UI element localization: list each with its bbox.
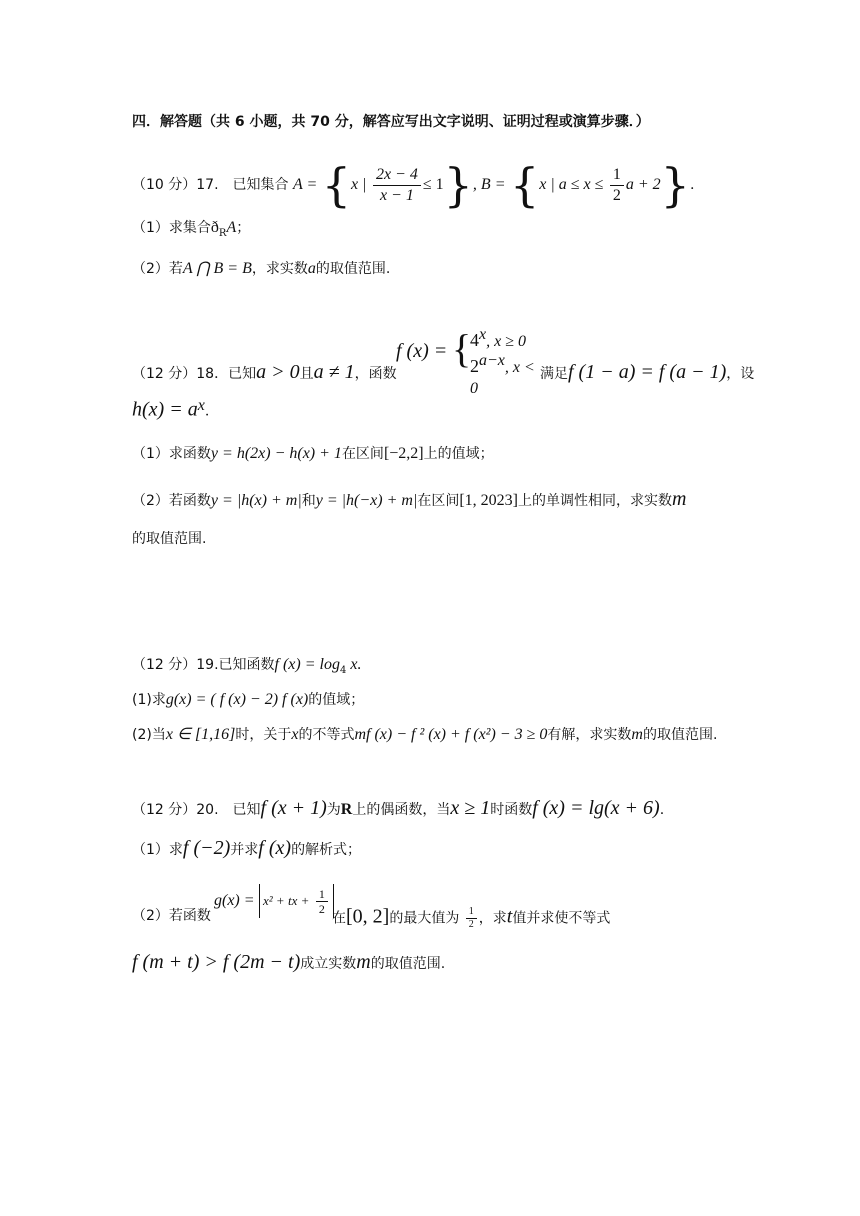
complement-symbol: ð <box>210 219 219 236</box>
q19-prefix: （12 分）19.已知函数 <box>132 657 275 673</box>
q18-part2 <box>132 489 800 511</box>
q20-g-half: $\frac{1}{2}$ <box>316 887 328 916</box>
q18-eq: f (1 − a) = f (a − 1) <box>568 361 727 383</box>
q19-part2-range: x ∈ [1,16] <box>165 726 236 743</box>
q19-part2-end: 的取值范围. <box>642 727 718 743</box>
q20-part2-in: 在 <box>332 910 346 927</box>
q17-half-num: 1 <box>610 165 624 186</box>
q17-set-b-lhs: , B = <box>472 176 506 193</box>
left-brace: { <box>509 158 540 212</box>
q19-part2-var: m <box>631 726 643 743</box>
q17-part1-a: A <box>226 219 237 236</box>
q20-part1-mid: 并求 <box>230 842 259 858</box>
q18-h-end: . <box>204 403 210 420</box>
q17-part1-sub: R <box>218 227 227 239</box>
question-17 <box>132 160 800 210</box>
q18-part1-end: 上的值域； <box>423 446 494 462</box>
q19-part2-mid2: 的不等式 <box>298 727 355 743</box>
q20-mid1: 为 <box>326 802 341 818</box>
q17-set-a-lhs: A = <box>292 176 318 193</box>
right-brace: } <box>660 158 690 212</box>
piecewise-brace: { <box>452 326 472 371</box>
q20-R: R <box>340 801 353 818</box>
q20-part2-prefix: （2）若函数 <box>132 908 211 924</box>
q19-part1 <box>132 690 800 710</box>
q18-part2-line2-text: 的取值范围. <box>132 531 207 547</box>
q18-part2-prefix: （2）若函数 <box>132 493 211 509</box>
q17-fraction <box>373 165 421 206</box>
q19-part2-prefix: (2)当 <box>132 727 166 743</box>
q18-case2: $2^{a-x}$, x < 0 <box>470 352 535 397</box>
q18-part2-mid: 在区间 <box>417 493 460 509</box>
q18-cond2: a ≠ 1 <box>313 361 355 383</box>
q19-part2-tail: 有解，求实数 <box>547 727 632 743</box>
q18-set: ，设 <box>726 366 755 382</box>
q18-part2-and: 和 <box>301 493 316 509</box>
q17-part2-mid: ，求实数 <box>251 261 308 277</box>
q18-f-lhs: f (x) = <box>396 340 448 362</box>
q19-part2-x: x <box>291 726 299 743</box>
q17-part1 <box>132 218 800 244</box>
q19-part2 <box>132 725 800 745</box>
q17-part1-end: ； <box>236 220 251 236</box>
q18-satisfy: 满足 <box>540 366 568 382</box>
question-20 <box>132 798 800 820</box>
q20-max-frac: $\frac{1}{2}$ <box>466 906 477 931</box>
q18-part2-line2 <box>132 529 800 549</box>
q20-mid2: 上的偶函数，当 <box>352 802 451 818</box>
q17-part2 <box>132 259 800 279</box>
q20-end: . <box>659 802 665 818</box>
q18-h-def-text: h(x) = a <box>132 398 198 421</box>
q20-ineq-line <box>132 952 800 974</box>
q18-func-label: ，函数 <box>354 366 397 382</box>
q20-mid3: 时函数 <box>490 802 533 818</box>
q18-part2-tail: 上的单调性相同，求实数 <box>518 493 672 509</box>
q17-le1: ≤ 1 <box>422 176 444 193</box>
q17-prefix: （10 分）17. 已知集合 <box>132 177 289 193</box>
q18-satisfy-line <box>540 362 800 384</box>
q19-part1-prefix: (1)求 <box>132 692 166 708</box>
q20-part2-t: t <box>506 905 513 928</box>
q17-frac-den: x − 1 <box>379 186 414 204</box>
q20-ineq-var: m <box>356 951 371 973</box>
q18-prefix: （12 分）18．已知 <box>132 366 257 382</box>
q17-set-b-cond: x | a ≤ x ≤ <box>539 176 604 193</box>
q19-part2-mid: 时，关于 <box>235 727 292 743</box>
q18-part1 <box>132 444 800 464</box>
q20-ineq-end: 的取值范围. <box>370 956 446 972</box>
q20-g-lhs: g(x) = <box>214 892 255 909</box>
q17-frac-num: 2x − 4 <box>373 165 421 186</box>
q20-g-abs: x² + tx + $\frac{1}{2}$ <box>259 884 334 918</box>
q17-part2-var: a <box>307 260 316 277</box>
right-brace: } <box>443 158 473 212</box>
q20-part2-max: 的最大值为 <box>389 910 460 927</box>
q20-ineq: f (m + t) > f (2m − t) <box>132 951 301 973</box>
q20-f-shift: f (x + 1) <box>260 797 327 819</box>
q20-part1-end: 的解析式； <box>291 842 362 858</box>
q18-part1-prefix: （1）求函数 <box>132 446 211 462</box>
q20-part1 <box>132 838 800 860</box>
q17-part2-end: 的取值范围. <box>315 261 391 277</box>
q18-part2-var: m <box>672 488 687 510</box>
q17-end: . <box>689 177 695 193</box>
q17-half <box>610 165 624 206</box>
q20-part2-interval: [0, 2] <box>346 905 390 928</box>
q18-and: 且 <box>299 366 314 382</box>
q20-part2-tail-text: ，求 <box>478 910 507 927</box>
q19-part1-math: g(x) = ( f (x) − 2) f (x) <box>165 691 309 708</box>
q20-g-def <box>214 884 334 924</box>
q18-part2-interval: [1, 2023] <box>459 492 518 509</box>
q19-f-sub: 4 <box>339 664 347 676</box>
q20-part1-m2: f (x) <box>258 837 292 859</box>
q18-part1-interval: [−2,2] <box>383 445 424 462</box>
q18-case1: 4$^x$, x ≥ 0 <box>470 326 526 350</box>
q20-f-def: f (x) = lg(x + 6) <box>532 797 660 819</box>
q20-part2-tail <box>332 906 800 931</box>
q20-part2-tail2: 值并求使不等式 <box>512 910 611 927</box>
question-19 <box>132 655 800 681</box>
q18-cond1: a > 0 <box>256 361 300 383</box>
q17-set-a-cond: x | <box>351 176 367 193</box>
q18-h-sup: x <box>197 397 205 414</box>
q18-part2-f2: y = |h(−x) + m| <box>315 492 418 509</box>
q17-part2-math: A ⋂ B = B <box>182 260 252 277</box>
q20-ineq-tail: 成立实数 <box>300 956 357 972</box>
q18-piecewise <box>396 324 546 397</box>
q18-part1-mid: 在区间 <box>341 446 384 462</box>
q20-prefix: （12 分）20. 已知 <box>132 802 261 818</box>
q19-part2-ineq: mf (x) − f ² (x) + f (x²) − 3 ≥ 0 <box>354 726 548 743</box>
q19-f-var: x. <box>346 656 362 673</box>
section-heading: 四．解答题（共 6 小题，共 70 分，解答应写出文字说明、证明过程或演算步骤．） <box>132 114 650 130</box>
q17-part2-prefix: （2）若 <box>132 261 183 277</box>
q20-part1-prefix: （1）求 <box>132 842 183 858</box>
q19-f-def: f (x) = log <box>274 656 340 673</box>
q20-part1-m1: f (−2) <box>182 837 231 859</box>
q18-part1-math: y = h(2x) − h(x) + 1 <box>210 445 342 462</box>
q17-half-den: 2 <box>612 186 621 204</box>
q18-part2-f1: y = |h(x) + m| <box>210 492 302 509</box>
q20-cond: x ≥ 1 <box>450 797 491 819</box>
q17-set-b-tail: a + 2 <box>625 176 661 193</box>
left-brace: { <box>321 158 351 212</box>
q17-part1-prefix: （1）求集合 <box>132 220 211 236</box>
q18-h-def <box>132 396 800 422</box>
q19-part1-end: 的值域； <box>308 692 365 708</box>
